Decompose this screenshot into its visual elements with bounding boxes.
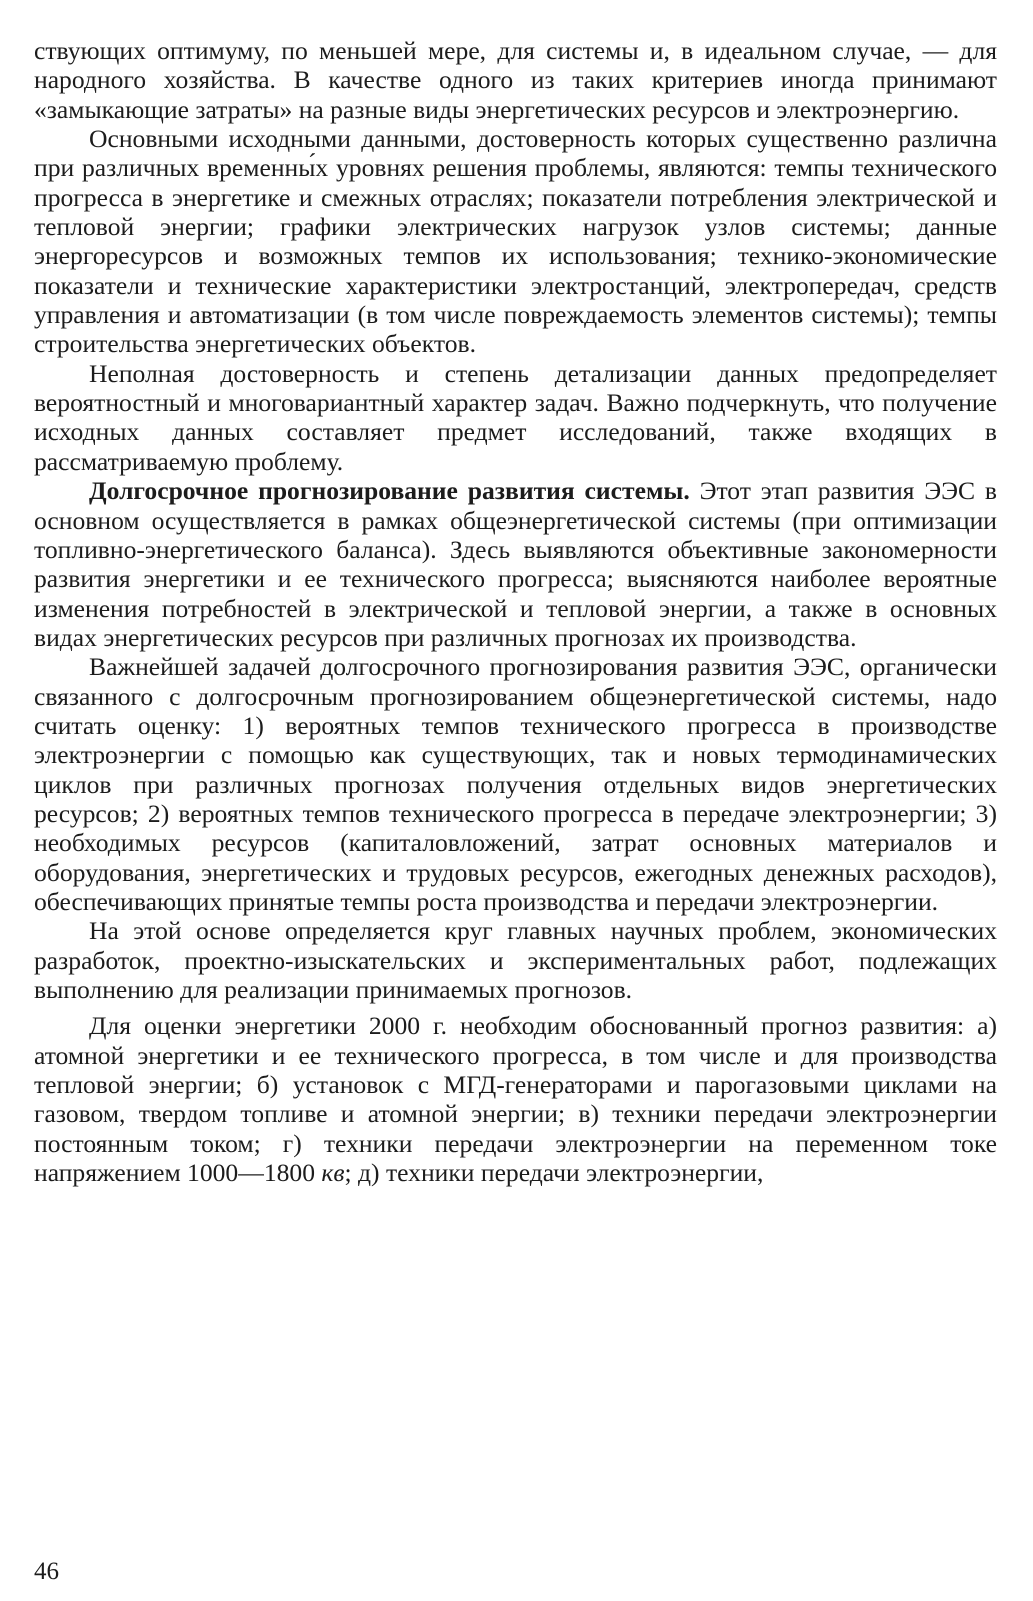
paragraph-3: Неполная достоверность и степень детализации данных предопределяет вероятностный и многовариантный характер задач. Важно подчеркнуть, что получение исходных данных составляет предмет исследований, также входящих в рассматриваемую проблему. [34, 358, 997, 476]
paragraph-1: ствующих оптимуму, по меньшей мере, для системы и, в идеальном случае, — для народного хозяйства. В качестве одного из таких критериев иногда принимают «замыкающие затраты» на разные виды энергетических ресурсов и электроэнергию. [34, 36, 997, 124]
page-number: 46 [34, 1558, 59, 1585]
paragraph-4 [34, 476, 997, 652]
unit-kv: кв [321, 1158, 345, 1188]
section-heading: Долгосрочное прогнозирование развития системы. [89, 476, 690, 506]
paragraph-4-text: Этот этап развития ЭЭС в основном осуществляется в рамках общеэнергетической системы (при оптимизации топливно-энергетического баланса). Здесь выявляются объективные закономерности развития энергетики и ее технического прогресса; выясняются наиболее вероятные изменения потребностей в электрической и тепловой энергии, а также в основных видах энергетических ресурсов при различных прогнозах их производства. [34, 476, 997, 652]
paragraph-6: На этой основе определяется круг главных научных проблем, экономических разработок, проектно-изыскательских и экспериментальных работ, подлежащих выполнению для реализации принимаемых прогнозов. [34, 916, 997, 1004]
paragraph-7-tail: ; д) техники передачи электроэнергии, [344, 1158, 764, 1188]
page-body [34, 36, 997, 1187]
paragraph-7-text: Для оценки энергетики 2000 г. необходим обоснованный прогноз развития: а) атомной энергетики и ее технического прогресса, в том числе и для производства тепловой энергии; б) установок с МГД-генераторами и парогазовыми циклами на газовом, твердом топливе и атомной энергии; в) техники передачи электроэнергии постоянным током; г) техники передачи электроэнергии на переменном токе напряжением 1000—1800 [34, 1011, 997, 1188]
paragraph-2: Основными исходными данными, достоверность которых существенно различна при различных временны́х уровнях решения проблемы, являются: темпы технического прогресса в энергетике и смежных отраслях; показатели потребления электрической и тепловой энергии; графики электрических нагрузок узлов системы; данные энергоресурсов и возможных темпов их использования; технико-экономические показатели и технические характеристики электростанций, электропередач, средств управления и автоматизации (в том числе повреждаемость элементов системы); темпы строительства энергетических объектов. [34, 124, 997, 359]
paragraph-7 [34, 1011, 997, 1187]
paragraph-5: Важнейшей задачей долгосрочного прогнозирования развития ЭЭС, органически связанного с долгосрочным прогнозированием общеэнергетической системы, надо считать оценку: 1) вероятных темпов технического прогресса в производстве электроэнергии с помощью как существующих, так и новых термодинамических циклов при различных прогнозах получения отдельных видов энергетических ресурсов; 2) вероятных темпов технического прогресса в передаче электроэнергии; 3) необходимых ресурсов (капиталовложений, затрат основных материалов и оборудования, энергетических и трудовых ресурсов, ежегодных денежных расходов), обеспечивающих принятые темпы роста производства и передачи электроэнергии. [34, 652, 997, 916]
